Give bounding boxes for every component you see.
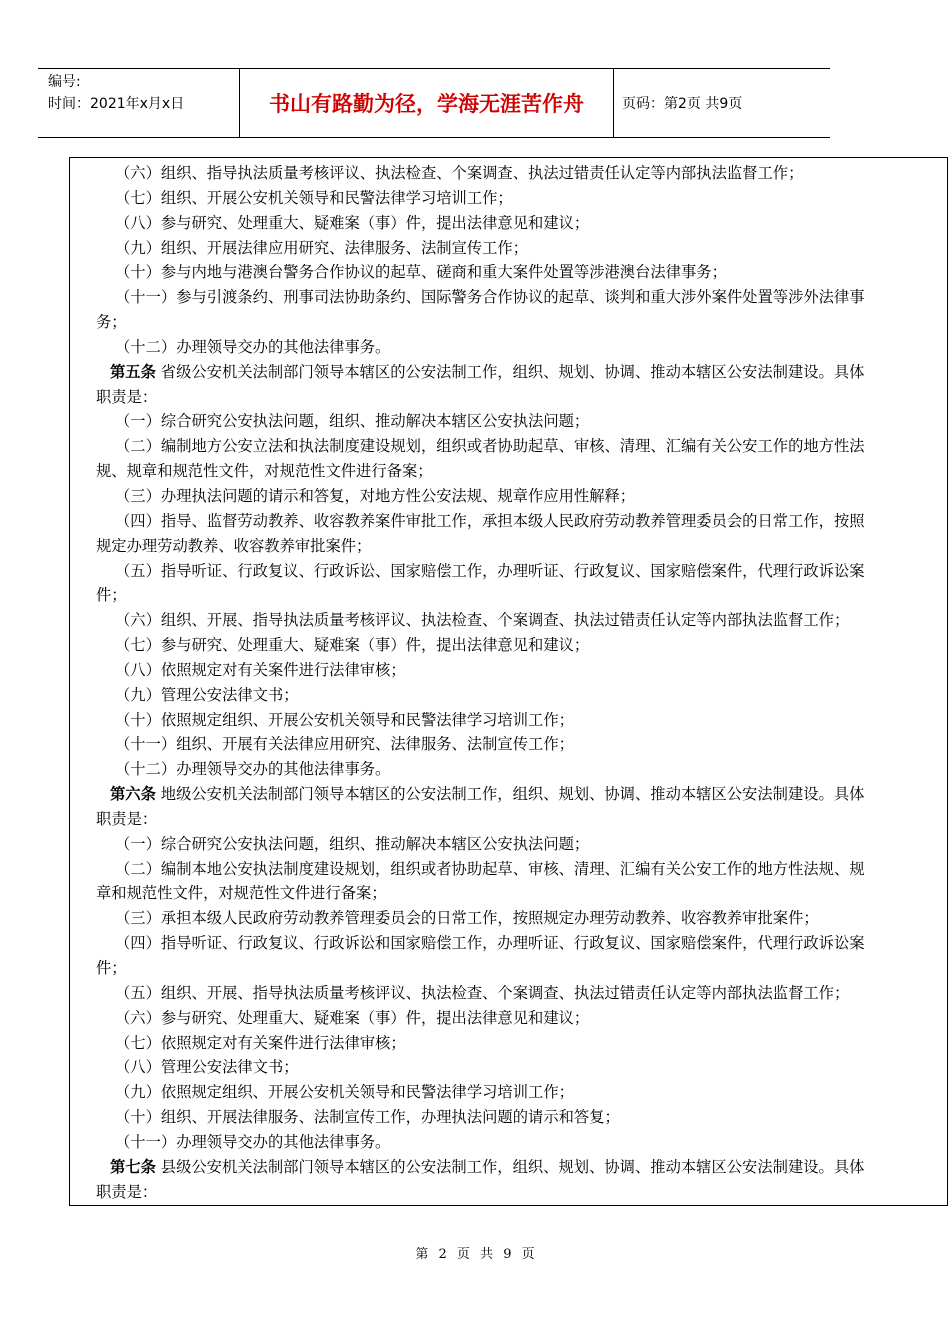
header-page-info: 页码：第2页 共9页 [622, 96, 743, 112]
continuation-line: 章和规范性文件，对规范性文件进行备案； [96, 884, 387, 903]
list-item-line: （十）参与内地与港澳台警务合作协议的起草、磋商和重大案件处置等涉港澳台法律事务； [115, 263, 727, 282]
list-item-line: （十二）办理领导交办的其他法律事务。 [115, 760, 391, 779]
document-number-label: 编号: [48, 74, 81, 90]
text-lines [70, 161, 947, 1204]
list-item-line: （十）组织、开展法律服务、法制宣传工作，办理执法问题的请示和答复； [115, 1108, 620, 1127]
list-item-line: （七）组织、开展公安机关领导和民警法律学习培训工作； [115, 188, 513, 207]
list-item-line: （九）管理公安法律文书； [115, 685, 299, 704]
list-item-line: （四）指导听证、行政复议、行政诉讼和国家赔偿工作，办理听证、行政复议、国家赔偿案件，代理行政诉讼案 [115, 934, 865, 953]
article-heading-line [70, 782, 947, 807]
list-item-line: （十一）办理领导交办的其他法律事务。 [115, 1132, 391, 1151]
continuation-line: 规定办理劳动教养、收容教养审批案件； [96, 536, 372, 555]
article-heading-line [70, 360, 947, 385]
list-item-line: （四）指导、监督劳动教养、收容教养案件审批工作，承担本级人民政府劳动教养管理委员会的日常工作，按照 [115, 511, 865, 530]
list-item-line: （六）组织、指导执法质量考核评议、执法检查、个案调查、执法过错责任认定等内部执法监督工作； [115, 164, 804, 182]
list-item-line: （七）参与研究、处理重大、疑难案（事）件，提出法律意见和建议； [115, 636, 590, 655]
article-heading-line [70, 1155, 947, 1180]
continuation-line: 职责是： [96, 1182, 158, 1201]
continuation-line: 职责是： [96, 809, 158, 828]
list-item-line: （五）组织、开展、指导执法质量考核评议、执法检查、个案调查、执法过错责任认定等内部执法监督工作； [115, 983, 850, 1002]
continuation-line: 务； [96, 313, 127, 332]
article-text: 县级公安机关法制部门领导本辖区的公安法制工作，组织、规划、协调、推动本辖区公安法制建设。具体 [155, 1157, 865, 1176]
list-item-line: （八）管理公安法律文书； [115, 1058, 299, 1077]
list-item-line: （二）编制本地公安执法制度建设规划，组织或者协助起草、审核、清理、汇编有关公安工作的地方性法规、规 [115, 859, 865, 878]
list-item-line: （八）参与研究、处理重大、疑难案（事）件，提出法律意见和建议； [115, 213, 590, 232]
list-item-line: （一）综合研究公安执法问题，组织、推动解决本辖区公安执法问题； [115, 412, 590, 431]
list-item-line: （一）综合研究公安执法问题，组织、推动解决本辖区公安执法问题； [115, 834, 590, 853]
page-header [38, 68, 830, 138]
article-number: 第六条 [110, 785, 156, 804]
list-item-line: （六）组织、开展、指导执法质量考核评议、执法检查、个案调查、执法过错责任认定等内部执法监督工作； [115, 611, 850, 630]
content-box [69, 157, 948, 1206]
list-item-line: （九）依照规定组织、开展公安机关领导和民警法律学习培训工作； [115, 1083, 574, 1102]
article-text: 省级公安机关法制部门领导本辖区的公安法制工作，组织、规划、协调、推动本辖区公安法制建设。具体 [155, 362, 865, 381]
article-number: 第七条 [110, 1157, 156, 1176]
list-item-line: （十二）办理领导交办的其他法律事务。 [115, 337, 391, 356]
list-item-line: （五）指导听证、行政复议、行政诉讼、国家赔偿工作，办理听证、行政复议、国家赔偿案件，代理行政诉讼案 [115, 561, 865, 580]
continuation-line: 规、规章和规范性文件，对规范性文件进行备案； [96, 462, 433, 481]
list-item-line: （十一）组织、开展有关法律应用研究、法律服务、法制宣传工作； [115, 735, 574, 754]
list-item-line: （八）依照规定对有关案件进行法律审核； [115, 660, 406, 679]
list-item-line: （十）依照规定组织、开展公安机关领导和民警法律学习培训工作； [115, 710, 574, 729]
list-item-line: （七）依照规定对有关案件进行法律审核； [115, 1033, 406, 1052]
article-number: 第五条 [110, 362, 156, 381]
list-item-line: （三）承担本级人民政府劳动教养管理委员会的日常工作，按照规定办理劳动教养、收容教养审批案件； [115, 909, 819, 928]
list-item-line: （六）参与研究、处理重大、疑难案（事）件，提出法律意见和建议； [115, 1008, 590, 1027]
continuation-line: 件； [96, 586, 127, 605]
list-item-line: （二）编制地方公安立法和执法制度建设规划，组织或者协助起草、审核、清理、汇编有关公安工作的地方性法 [115, 437, 865, 456]
list-item-line: （十一）参与引渡条约、刑事司法协助条约、国际警务合作协议的起草、谈判和重大涉外案件处置等涉外法律事 [115, 288, 865, 307]
article-text: 地级公安机关法制部门领导本辖区的公安法制工作，组织、规划、协调、推动本辖区公安法制建设。具体 [155, 785, 865, 804]
header-motto: 书山有路勤为径，学海无涯苦作舟 [239, 69, 614, 137]
document-time-label: 时间：2021年x月x日 [48, 96, 185, 112]
continuation-line: 件； [96, 959, 127, 977]
page-footer: 第 2 页 共 9 页 [415, 1247, 535, 1262]
continuation-line: 职责是： [96, 387, 158, 406]
header-meta [38, 69, 238, 139]
list-item-line: （九）组织、开展法律应用研究、法律服务、法制宣传工作； [115, 238, 529, 257]
list-item-line: （三）办理执法问题的请示和答复，对地方性公安法规、规章作应用性解释； [115, 486, 636, 505]
